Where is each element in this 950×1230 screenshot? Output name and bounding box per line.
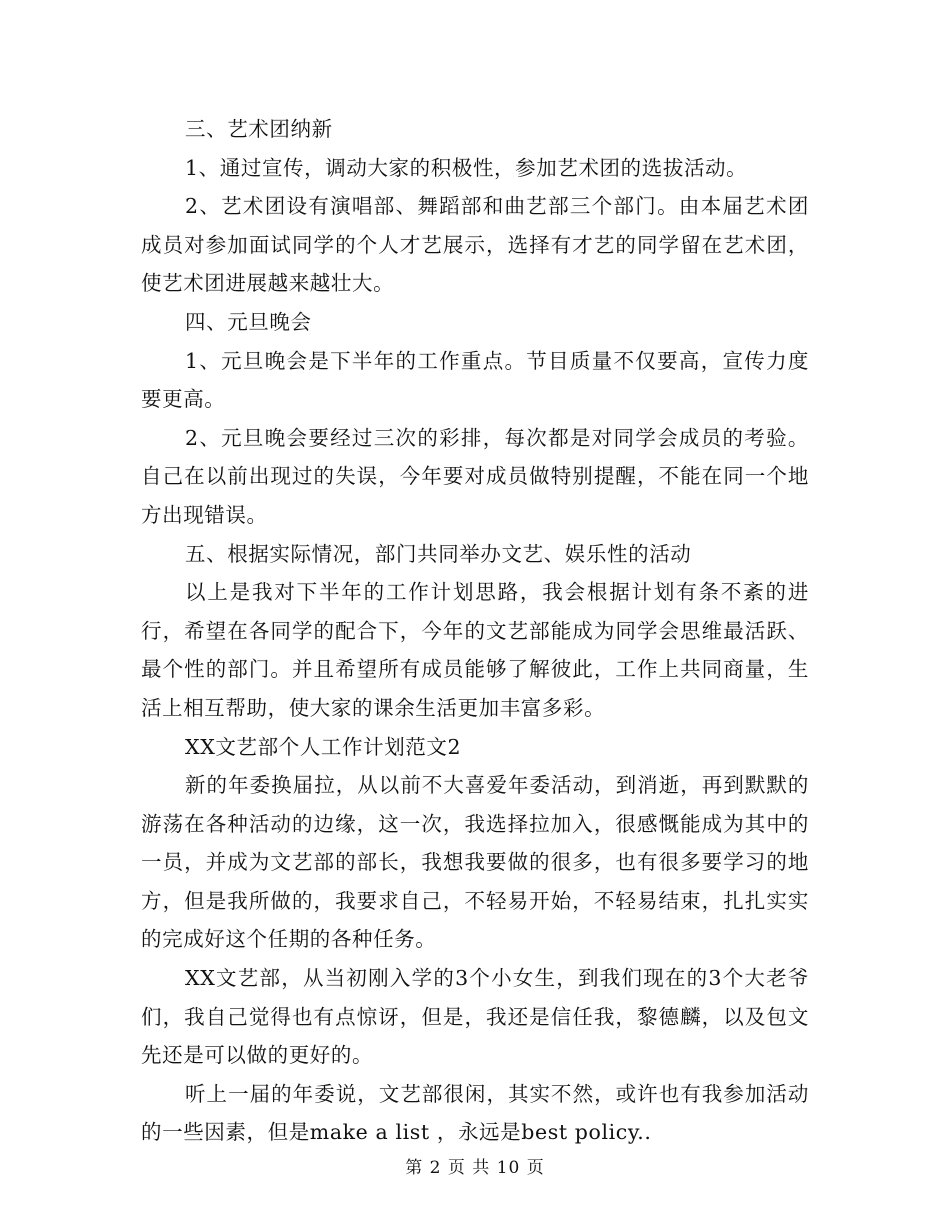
paragraph: 新的年委换届拉，从以前不大喜爱年委活动，到消逝，再到默默的游荡在各种活动的边缘，这一次，我选择拉加入，很感慨能成为其中的一员，并成为文艺部的部长，我想我要做的很多，也有很多要学习的地方，但是我所做的，我要求自己，不轻易开始，不轻易结束，扎扎实实的完成好这个任期的各种任务。	[141, 773, 809, 952]
section-heading-sample-2: XX文艺部个人工作计划范文2	[185, 734, 462, 759]
page-number-footer: 第 2 页 共 10 页	[405, 1158, 545, 1178]
paragraph: 1、元旦晚会是下半年的工作重点。节目质量不仅要高，宣传力度要更高。	[141, 348, 809, 412]
section-heading-art-troupe: 三、艺术团纳新	[185, 117, 333, 141]
document-body	[141, 110, 809, 1152]
paragraph: XX文艺部，从当初刚入学的3个小女生，到我们现在的3个大老爷们，我自己觉得也有点惊讶，但是，我还是信任我，黎德麟，以及包文先还是可以做的更好的。	[141, 966, 809, 1068]
section-heading-joint-activities: 五、根据实际情况，部门共同举办文艺、娱乐性的活动	[185, 541, 692, 566]
paragraph: 1、通过宣传，调动大家的积极性，参加艺术团的选拔活动。	[185, 155, 748, 180]
paragraph: 听上一届的年委说，文艺部很闲，其实不然，或许也有我参加活动的一些因素，但是make a list ，永远是best policy..	[141, 1081, 809, 1145]
paragraph: 2、元旦晚会要经过三次的彩排，每次都是对同学会成员的考验。自己在以前出现过的失误，今年要对成员做特别提醒，不能在同一个地方出现错误。	[141, 425, 809, 527]
paragraph: 2、艺术团设有演唱部、舞蹈部和曲艺部三个部门。由本届艺术团成员对参加面试同学的个人才艺展示，选择有才艺的同学留在艺术团，使艺术团进展越来越壮大。	[141, 194, 809, 296]
paragraph: 以上是我对下半年的工作计划思路，我会根据计划有条不紊的进行，希望在各同学的配合下，今年的文艺部能成为同学会思维最活跃、最个性的部门。并且希望所有成员能够了解彼此，工作上共同商量，生活上相互帮助，使大家的课余生活更加丰富多彩。	[141, 580, 809, 720]
section-heading-new-year-gala: 四、元旦晚会	[185, 309, 312, 334]
